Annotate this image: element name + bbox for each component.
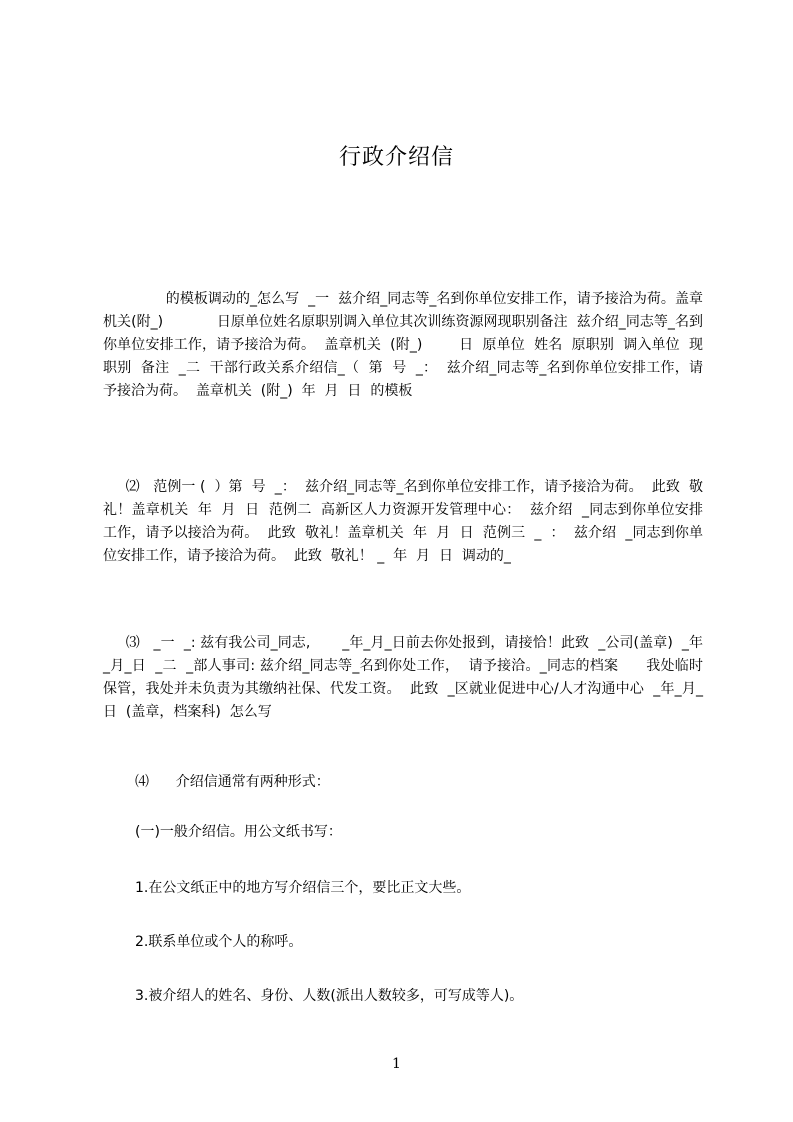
list-item-2: 2.联系单位或个人的称呼。 [135, 934, 303, 950]
page-number: 1 [392, 1056, 401, 1072]
list-item-3: 3.被介绍人的姓名、身份、人数(派出人数较多，可写成等人)。 [135, 988, 524, 1004]
paragraph-5: (一)一般介绍信。用公文纸书写： [135, 824, 342, 840]
paragraph-1: 的模板调动的_怎么写 _一 兹介绍_同志等_名到你单位安排工作，请予接洽为荷。盖章机关(附_) 日原单位姓名原职别调入单位其次训练资源网现职别备注 兹介绍_同志等_名到你单位安排工作，请予接洽为荷。 盖章机关 (附_) 日 原单位 姓名 原职别 调入单位 现职别 备注 _二 干部行政关系介绍信_（ 第 号 _： 兹介绍_同志等_名到你单位安排工作，请予接洽为荷。 盖章机关 (附_) 年 月 日 的模板 [103, 291, 703, 399]
paragraph-3: ⑶ _一 _: 兹有我公司_同志, _年_月_日前去你处报到，请接恰！此致 _公司(盖章) _年_月_日 _二 _部人事司: 兹介绍_同志等_名到你处工作， 请予接洽。_同志的档案 我处临时保管，我处并未负责为其缴纳社保、代发工资。 此致 _区就业促进中心/人才沟通中心 _年_月_日 (盖章，档案科) 怎么写 [103, 635, 703, 720]
page-title: 行政介绍信 [338, 145, 454, 170]
paragraph-2: ⑵ 范例一 ( ）第 号 _： 兹介绍_同志等_名到你单位安排工作，请予接洽为荷。 此致 敬礼！盖章机关 年 月 日 范例二 高新区人力资源开发管理中心： 兹介绍 _同志到你单位安排工作，请予以接洽为荷。 此致 敬礼！盖章机关 年 月 日 范例三 _ ： 兹介绍 _同志到你单位安排工作，请予接洽为荷。 此致 敬礼！ _ 年 月 日 调动的_ [103, 479, 703, 564]
list-item-1: 1.在公文纸正中的地方写介绍信三个，要比正文大些。 [135, 880, 471, 896]
paragraph-4: ⑷ 介绍信通常有两种形式： [135, 774, 330, 790]
